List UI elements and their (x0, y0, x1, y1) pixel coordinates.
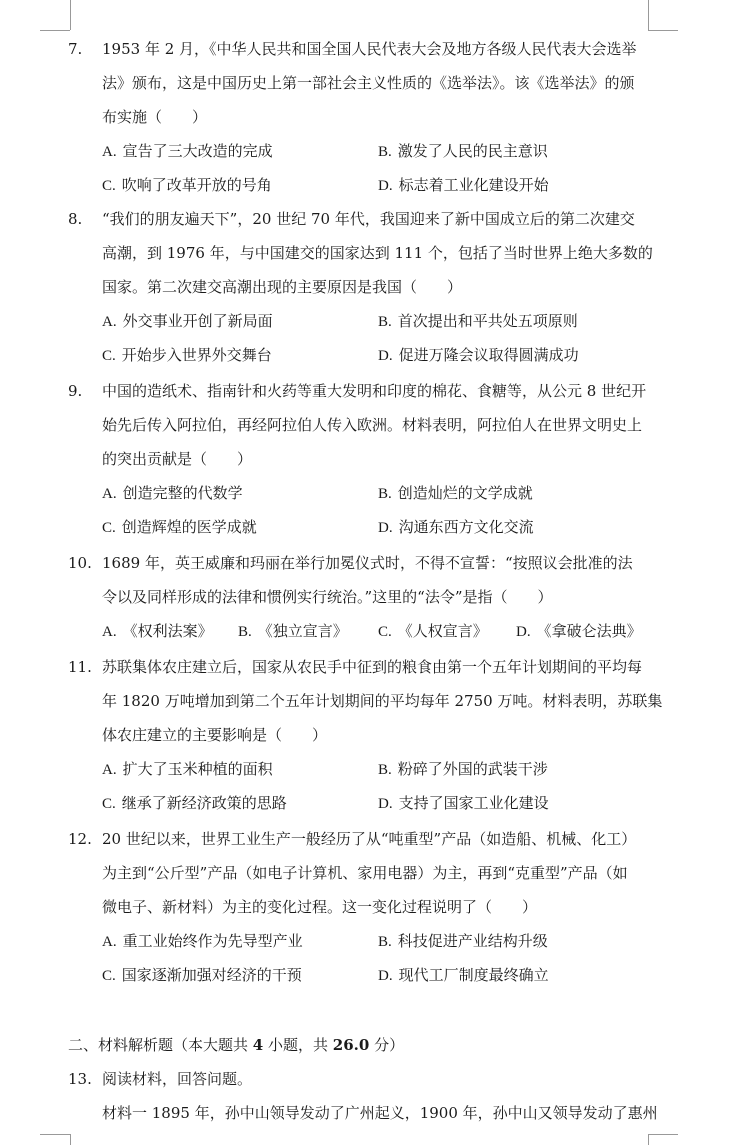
question-8 (68, 202, 658, 372)
crop-mark-top-right-v (648, 0, 649, 30)
section-heading: 二、材料解析题（本大题共 4 小题，共 26.0 分） (68, 1036, 405, 1054)
question-number: 7. (68, 40, 83, 58)
option-d[interactable]: D. 标志着工业化建设开始 (378, 176, 549, 194)
question-stem-line: 20 世纪以来，世界工业生产一般经历了从“吨重型”产品（如造船、机械、化工） (102, 830, 637, 848)
option-b[interactable]: B. 首次提出和平共处五项原则 (378, 312, 578, 330)
options-row (68, 924, 658, 958)
question-stem-line: 苏联集体农庄建立后，国家从农民手中征到的粮食由第一个五年计划期间的平均每 (102, 658, 643, 676)
option-d[interactable]: D. 《拿破仑法典》 (516, 622, 642, 640)
option-a[interactable]: A. 重工业始终作为先导型产业 (102, 932, 303, 950)
question-9 (68, 374, 658, 544)
option-b[interactable]: B. 创造灿烂的文学成就 (378, 484, 533, 502)
options-row (68, 752, 658, 786)
question-stem-line: 为主到“公斤型”产品（如电子计算机、家用电器）为主，再到“克重型”产品（如 (102, 864, 628, 882)
question-stem-line: 1689 年，英王威廉和玛丽在举行加冕仪式时，不得不宣誓：“按照议会批准的法 (102, 554, 633, 572)
option-a[interactable]: A. 宣告了三大改造的完成 (102, 142, 273, 160)
question-stem-line: 高潮，到 1976 年，与中国建交的国家达到 111 个，包括了当时世界上绝大多数的 (102, 244, 653, 262)
option-c[interactable]: C. 创造辉煌的医学成就 (102, 518, 257, 536)
question-stem-line: 布实施（ ） (102, 108, 208, 126)
section-question-count: 4 (252, 1036, 264, 1054)
question-12 (68, 822, 658, 992)
question-stem-line: “我们的朋友遍天下”，20 世纪 70 年代，我国迎来了新中国成立后的第二次建交 (102, 210, 635, 228)
crop-mark-bottom-left-v (70, 1134, 71, 1145)
question-10 (68, 546, 658, 648)
option-a[interactable]: A. 创造完整的代数学 (102, 484, 243, 502)
question-stem-line: 始先后传入阿拉伯，再经阿拉伯人传入欧洲。材料表明，阿拉伯人在世界文明史上 (102, 416, 643, 434)
question-stem-line: 的突出贡献是（ ） (102, 450, 253, 468)
option-d[interactable]: D. 促进万隆会议取得圆满成功 (378, 346, 579, 364)
options-row (68, 476, 658, 510)
crop-mark-bottom-right-v (648, 1134, 649, 1145)
question-stem-line: 阅读材料，回答问题。 (102, 1070, 253, 1088)
crop-mark-top-right-h (648, 30, 678, 31)
question-stem-line: 体农庄建立的主要影响是（ ） (102, 726, 328, 744)
option-c[interactable]: C. 国家逐渐加强对经济的干预 (102, 966, 302, 984)
question-number: 9. (68, 382, 83, 400)
option-d[interactable]: D. 现代工厂制度最终确立 (378, 966, 549, 984)
material-text: 材料一 1895 年，孙中山领导发动了广州起义，1900 年，孙中山又领导发动了惠州 (102, 1104, 658, 1122)
option-b[interactable]: B. 粉碎了外国的武装干涉 (378, 760, 548, 778)
crop-mark-bottom-right-h (648, 1134, 678, 1135)
option-a[interactable]: A. 扩大了玉米种植的面积 (102, 760, 273, 778)
crop-mark-top-left-v (70, 0, 71, 30)
question-stem-line: 微电子、新材料）为主的变化过程。这一变化过程说明了（ ） (102, 898, 538, 916)
question-number: 10. (68, 554, 92, 572)
question-number: 13. (68, 1070, 92, 1088)
crop-mark-top-left-h (40, 30, 70, 31)
option-b[interactable]: B. 激发了人民的民主意识 (378, 142, 548, 160)
options-row (68, 304, 658, 338)
question-stem-line: 1953 年 2 月，《中华人民共和国全国人民代表大会及地方各级人民代表大会选举 (102, 40, 637, 58)
option-a[interactable]: A. 外交事业开创了新局面 (102, 312, 273, 330)
options-row (68, 338, 658, 372)
crop-mark-bottom-left-h (40, 1134, 70, 1135)
options-row (68, 510, 658, 544)
question-stem-line: 令以及同样形成的法律和惯例实行统治。”这里的“法令”是指（ ） (102, 588, 553, 606)
option-d[interactable]: D. 支持了国家工业化建设 (378, 794, 549, 812)
question-7 (68, 32, 658, 202)
option-c[interactable]: C. 吹响了改革开放的号角 (102, 176, 272, 194)
option-b[interactable]: B. 科技促进产业结构升级 (378, 932, 548, 950)
option-c[interactable]: C. 开始步入世界外交舞台 (102, 346, 272, 364)
question-stem-line: 国家。第二次建交高潮出现的主要原因是我国（ ） (102, 278, 463, 296)
question-11 (68, 650, 663, 820)
question-number: 11. (68, 658, 92, 676)
option-c[interactable]: C. 《人权宣言》 (378, 622, 488, 640)
section-score: 26.0 (332, 1036, 370, 1054)
question-13 (68, 1062, 658, 1130)
options-row (68, 786, 658, 820)
options-row (68, 168, 658, 202)
question-stem-line: 法》颁布，这是中国历史上第一部社会主义性质的《选举法》。该《选举法》的颁 (102, 74, 635, 92)
option-d[interactable]: D. 沟通东西方文化交流 (378, 518, 534, 536)
option-c[interactable]: C. 继承了新经济政策的思路 (102, 794, 287, 812)
question-number: 8. (68, 210, 83, 228)
option-b[interactable]: B. 《独立宣言》 (238, 622, 348, 640)
options-row (68, 134, 658, 168)
question-number: 12. (68, 830, 92, 848)
question-stem-line: 中国的造纸术、指南针和火药等重大发明和印度的棉花、食糖等，从公元 8 世纪开 (102, 382, 647, 400)
option-a[interactable]: A. 《权利法案》 (102, 622, 213, 640)
options-row (68, 958, 658, 992)
question-stem-line: 年 1820 万吨增加到第二个五年计划期间的平均每年 2750 万吨。材料表明，苏联集 (102, 692, 663, 710)
options-row (68, 614, 658, 648)
